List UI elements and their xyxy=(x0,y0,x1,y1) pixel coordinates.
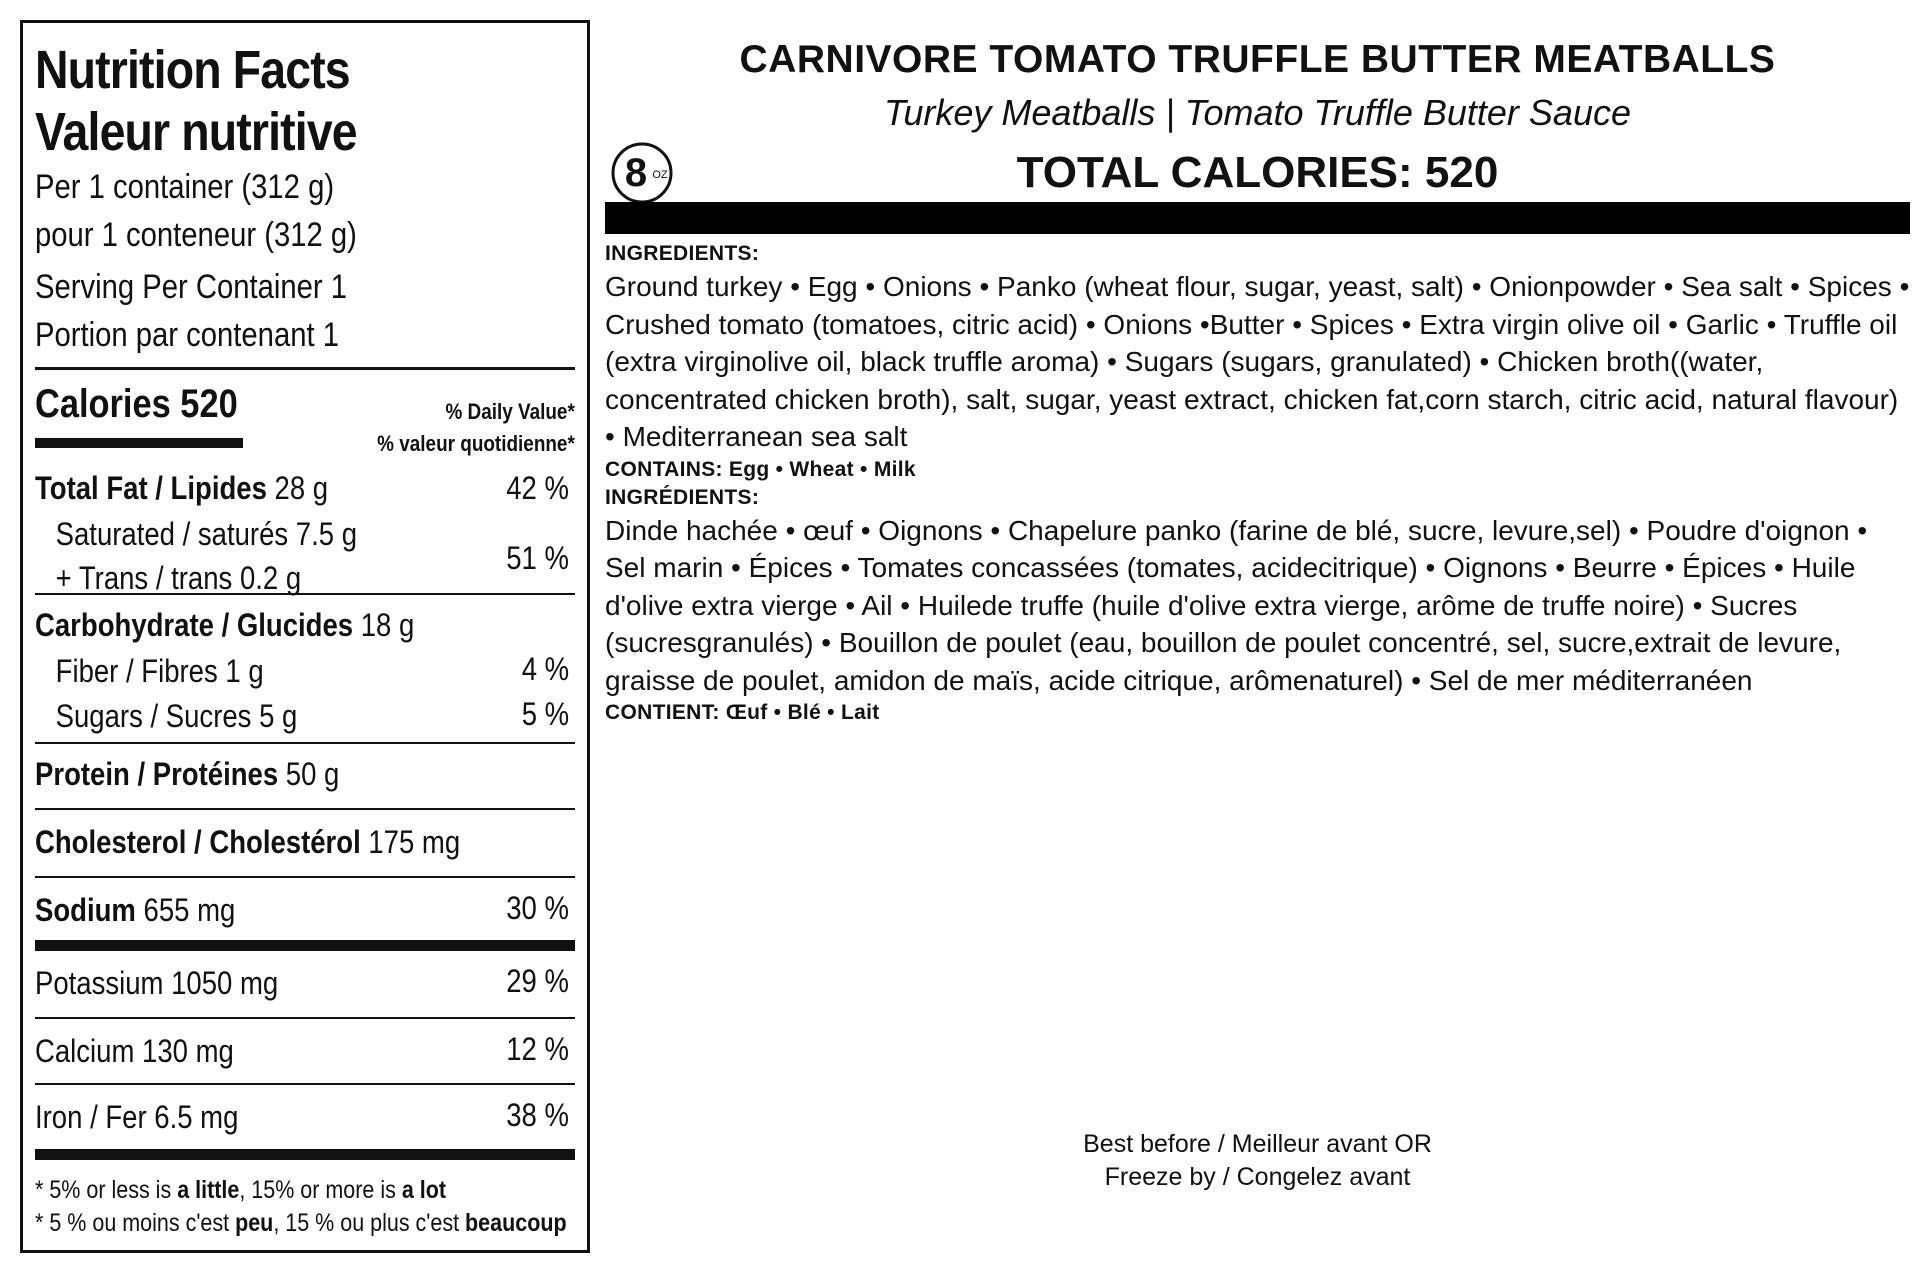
protein-label: Protein / Protéines 50 g xyxy=(35,756,340,792)
iron-dv: 38 % xyxy=(506,1097,569,1133)
fat-label: Total Fat / Lipides 28 g xyxy=(35,470,329,506)
servings-per-container-fr: Portion par contenant 1 xyxy=(35,316,339,354)
sodium-label: Sodium 655 mg xyxy=(35,892,236,928)
iron-row xyxy=(35,1085,575,1149)
ingredients-text-fr: Dinde hachée • œuf • Oignons • Chapelure panko (farine de blé, sucre, levure,sel) • Poudre d'oignon • Sel marin • Épices • Tomates concassées (tomates, acidecitrique) • Oignons • Beurre • Épices • Huile d'olive extra vierge • Ail • Huilede truffe (huile d'olive extra vierge, arôme de truffe noire) • Sucres (sucresgranulés) • Bouillon de poulet (eau, bouillon de poulet concentré, sel, sucre,extrait de levure, graisse de poulet, amidon de maïs, acide citrique, arômenaturel) • Sel de mer méditerranéen xyxy=(605,514,1868,696)
calcium-dv: 12 % xyxy=(506,1031,569,1067)
carb-label: Carbohydrate / Glucides 18 g xyxy=(35,607,415,643)
serving-size-en: Per 1 container (312 g) xyxy=(35,168,335,206)
calories-bar xyxy=(35,438,243,448)
best-before-line1: Best before / Meilleur avant OR xyxy=(1083,1130,1432,1158)
ingredients-text-en: Ground turkey • Egg • Onions • Panko (wheat flour, sugar, yeast, salt) • Onionpowder • Sea salt • Spices • Crushed tomato (tomatoes, citric acid) • Onions •Butter • Spices • Extra virgin olive oil • Garlic • Truffle oil (extra virginolive oil, black truffle aroma) • Sugars (sugars, granulated) • Chicken broth((water, concentrated chicken broth), salt, sugar, yeast extract, chicken fat,corn starch, citric acid, natural flavour) • Mediterranean sea salt xyxy=(605,271,1910,452)
carb-block xyxy=(35,595,575,742)
divider-thick xyxy=(35,940,575,951)
servings-per-container-en: Serving Per Container 1 xyxy=(35,268,348,306)
protein-row xyxy=(35,744,575,808)
calcium-row xyxy=(35,1019,575,1083)
ingredients-label-fr: INGRÉDIENTS: xyxy=(605,485,760,509)
trans-label: + Trans / trans 0.2 g xyxy=(55,560,302,596)
footnote-en: * 5% or less is a little, 15% or more is a lot xyxy=(35,1176,447,1204)
potassium-row xyxy=(35,951,575,1017)
footnote xyxy=(35,1174,575,1240)
footnote-fr: * 5 % ou moins c'est peu, 15 % ou plus c'est beaucoup xyxy=(35,1209,567,1237)
ingredients-section xyxy=(605,240,1910,727)
oz-unit: OZ xyxy=(652,169,668,181)
cholesterol-label: Cholesterol / Cholestérol 175 mg xyxy=(35,824,461,860)
fiber-dv: 4 % xyxy=(521,651,569,687)
fat-block xyxy=(35,468,575,596)
contains-fr: CONTIENT: Œuf • Blé • Lait xyxy=(605,701,880,724)
nutrition-facts-panel xyxy=(20,20,590,1253)
divider-thick xyxy=(35,1149,575,1160)
calories-label: Calories 520 xyxy=(35,382,238,426)
contains-en: CONTAINS: Egg • Wheat • Milk xyxy=(605,457,916,481)
oz-number: 8 xyxy=(624,151,648,195)
sodium-dv: 30 % xyxy=(506,890,569,926)
best-before-line2: Freeze by / Congelez avant xyxy=(1104,1163,1411,1191)
potassium-dv: 29 % xyxy=(506,963,569,999)
product-title: CARNIVORE TOMATO TRUFFLE BUTTER MEATBALLS xyxy=(739,38,1776,81)
iron-label: Iron / Fer 6.5 mg xyxy=(35,1099,239,1135)
cholesterol-row xyxy=(35,810,575,876)
black-divider-bar xyxy=(605,202,1910,234)
calories-row xyxy=(35,370,575,468)
product-subtitle: Turkey Meatballs | Tomato Truffle Butter Sauce xyxy=(884,92,1631,133)
daily-value-header xyxy=(377,396,575,460)
ingredients-label-en: INGREDIENTS: xyxy=(605,242,760,265)
serving-size-fr: pour 1 conteneur (312 g) xyxy=(35,216,357,254)
sugars-dv: 5 % xyxy=(521,696,569,732)
potassium-label: Potassium 1050 mg xyxy=(35,965,279,1001)
total-calories: TOTAL CALORIES: 520 xyxy=(1016,148,1499,197)
saturated-label: Saturated / saturés 7.5 g xyxy=(55,516,358,552)
best-before xyxy=(605,1128,1910,1194)
daily-value-fr: % valeur quotidienne* xyxy=(377,431,575,456)
fat-dv: 42 % xyxy=(506,470,569,506)
daily-value-en: % Daily Value* xyxy=(445,399,575,424)
calcium-label: Calcium 130 mg xyxy=(35,1033,234,1069)
nutrition-title-fr: Valeur nutritive xyxy=(35,102,357,162)
sodium-row xyxy=(35,878,575,940)
fiber-label: Fiber / Fibres 1 g xyxy=(55,653,264,689)
nutrition-title-en: Nutrition Facts xyxy=(35,40,350,100)
saturated-trans-dv: 51 % xyxy=(506,540,569,576)
sugars-label: Sugars / Sucres 5 g xyxy=(55,698,298,734)
